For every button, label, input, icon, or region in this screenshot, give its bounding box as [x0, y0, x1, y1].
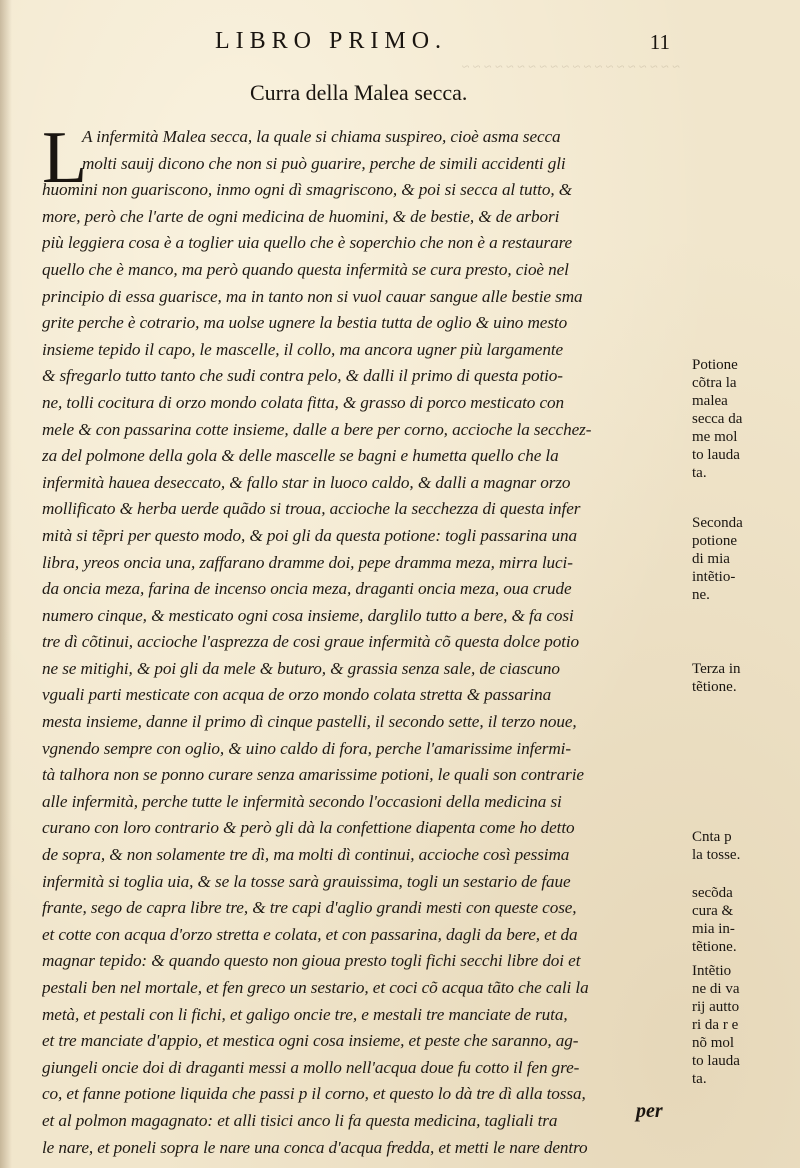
- body-line: ne se mitighi, & poi gli da mele & buturo, & grassia senza sale, de ciascuno: [42, 658, 560, 678]
- marginal-note: Terza in tẽtione.: [692, 661, 741, 695]
- body-line: giungeli oncie doi di draganti messi a mollo nell'acqua doue fu cotto il fen gre-: [42, 1057, 580, 1077]
- body-line: tre dì cõtinui, accioche l'asprezza de cosi graue infermità cõ questa dolce potio: [42, 632, 580, 652]
- body-line: mesta insieme, danne il primo dì cinque pastelli, il secondo sette, il terzo noue,: [42, 712, 577, 732]
- body-line: co, et fanne potione liquida che passi p il corno, et questo lo dà tre dì alla tossa,: [42, 1084, 586, 1104]
- page-number: 11: [649, 30, 670, 54]
- body-line: metà, et pestali con li fichi, et galigo oncie tre, e mestali tre manciate de ruta,: [42, 1004, 568, 1024]
- body-line: quello che è manco, ma però quando questa infermità se cura presto, cioè nel: [42, 259, 569, 279]
- body-line: magnar tepido: & quando questo non gioua presto togli fichi secchi libre doi et: [42, 951, 581, 971]
- marginal-note: Cnta p la tosse.: [692, 829, 741, 863]
- show-through-text: ~ ~ ~ ~ ~ ~ ~ ~ ~ ~ ~ ~ ~ ~ ~ ~ ~ ~ ~ ~: [462, 60, 680, 75]
- body-line: vguali parti mesticate con acqua de orzo mondo colata stretta & passarina: [42, 685, 552, 705]
- body-line: da oncia meza, farina de incenso oncia meza, draganti oncia meza, oua crude: [42, 579, 572, 599]
- body-line: alle infermità, perche tutte le infermità secondo l'occasioni della medicina si: [42, 791, 562, 811]
- body-line: et tre manciate d'appio, et mestica ogni cosa insieme, et peste che saranno, ag-: [42, 1031, 579, 1051]
- body-line: et cotte con acqua d'orzo stretta e colata, et con passarina, dagli da bere, et da: [42, 924, 578, 944]
- marginal-note: Intẽtio ne di va rij autto ri da r e nõ mol to lauda ta.: [692, 963, 740, 1087]
- body-line: pestali ben nel mortale, et fen greco un sestario, et coci cõ acqua tãto che cali la: [42, 978, 589, 997]
- body-line: ne, tolli cocitura di orzo mondo colata fitta, & grasso di porco mesticato con: [42, 392, 564, 412]
- body-text: [42, 117, 692, 1161]
- body-line: & sfregarlo tutto tanto che sudi contra pelo, & dalli il primo di questa potio-: [42, 366, 563, 386]
- body-line: et al polmon magagnato: et alli tisici anco li fa questa medicina, tagliali tra: [42, 1110, 558, 1130]
- body-line: mollificato & herba uerde quãdo si troua, accioche la secchezza di questa infer: [42, 499, 581, 519]
- marginal-note: secõda cura & mia in- tẽtione.: [692, 885, 737, 955]
- body-line: mità si tẽpri per questo modo, & poi gli da questa potione: togli passarina una: [42, 525, 577, 545]
- body-line: libra, yreos oncia una, zaffarano dramme doi, pepe dramma meza, mirra luci-: [42, 552, 573, 572]
- body-line: more, però che l'arte de ogni medicina de huomini, & de bestie, & de arbori: [42, 206, 560, 226]
- body-line: più leggiera cosa è a toglier uia quello che è soperchio che non è a restaurare: [42, 233, 573, 253]
- body-line: grite perche è cotrario, ma uolse ugnere la bestia tutta de oglio & uino mesto: [42, 313, 568, 333]
- drop-cap: L: [42, 117, 88, 199]
- body-line: frante, sego de capra libre tre, & tre capi d'aglio grandi mesti con queste cose,: [42, 898, 577, 918]
- body-line: mele & con passarina cotte insieme, dalle a bere per corno, acciochе la secchez-: [42, 419, 592, 439]
- body-line: infermità si toglia uia, & se la tosse sarà grauissima, togli un sestario de faue: [42, 871, 571, 891]
- body-line: huomini non guariscono, inmo ogni dì smagriscono, & poi si secca al tutto, &: [42, 180, 572, 200]
- body-line: curano con loro contrario & però gli dà la confettione diapenta come ho detto: [42, 818, 575, 838]
- body-line: principio di essa guarisce, ma in tanto non si vuol cauar sangue alle bestie sma: [42, 286, 583, 306]
- body-line: numero cinque, & mesticato ogni cosa insieme, darglilo tutto a bere, & fa cosi: [42, 605, 574, 625]
- section-title: Curra della Malea secca.: [250, 80, 468, 105]
- marginal-note: Seconda potione di mia intẽtio- ne.: [692, 515, 743, 603]
- body-line: tà talhora non se ponno curare senza amarissime potioni, le quali son contrarie: [42, 765, 584, 785]
- body-line: A infermità Malea secca, la quale si chiama suspireo, cioè asma secca: [82, 127, 561, 146]
- catchword: per: [636, 1100, 663, 1122]
- running-head: LIBRO PRIMO.: [215, 28, 448, 54]
- body-line: infermità hauea deseccato, & fallo star in luoco caldo, & dalli a magnar orzo: [42, 472, 571, 492]
- body-line: molti sauij dicono che non si può guarire, perche de simili accidenti gli: [82, 153, 566, 173]
- body-line: insieme tepido il capo, le mascelle, il collo, ma ancora ugner più largamente: [42, 339, 564, 359]
- body-line: de sopra, & non solamente tre dì, ma molti dì continui, accioche così pessima: [42, 845, 570, 865]
- body-line: le nare, et poneli sopra le nare una conca d'acqua fredda, et metti le nare dentro: [42, 1137, 588, 1157]
- body-line: vgnendo sempre con oglio, & uino caldo di fora, perche l'amarissime infermi-: [42, 738, 571, 758]
- marginal-note: Potione cõtra la malea secca da me mol to lauda ta.: [692, 357, 743, 481]
- body-line: za del polmone della gola & delle mascelle se bagni e humetta quello che la: [42, 446, 559, 466]
